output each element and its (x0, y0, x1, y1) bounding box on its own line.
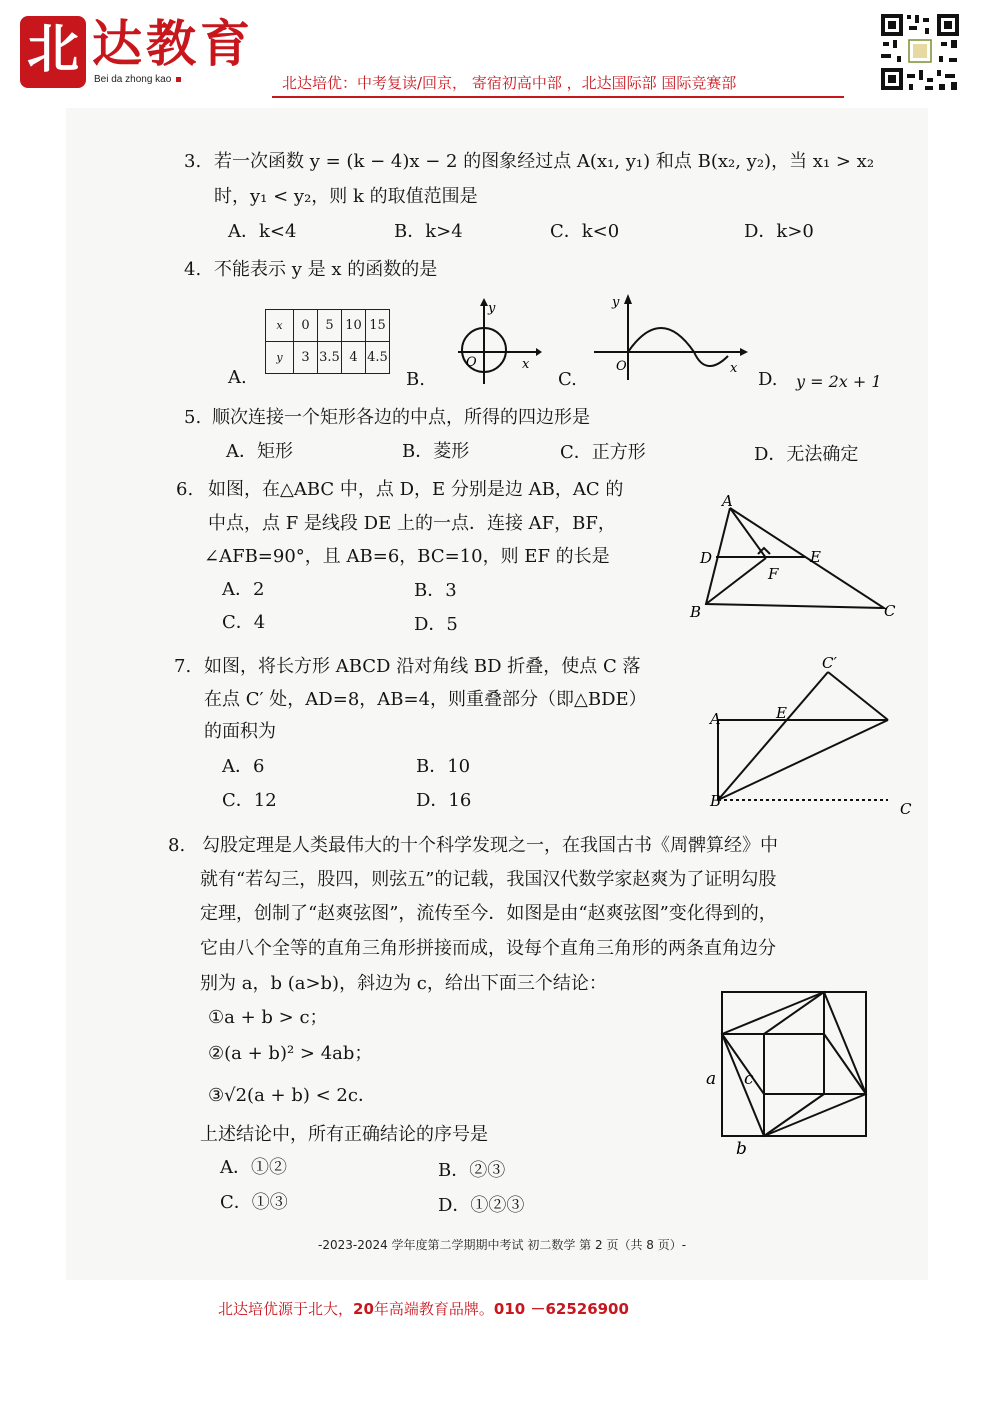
ad-text-2: 年高端教育品牌。 (373, 1300, 494, 1318)
q8-conclusion-2: ②(a + b)² > 4ab； (208, 1043, 373, 1064)
table-cell: 10 (342, 310, 366, 342)
q4-label-c: C. (558, 369, 577, 390)
q8-label-c: c (744, 1069, 754, 1089)
q8-option-b: B．②③ (438, 1160, 506, 1181)
q8-line3: 定理，创制了“赵爽弦图”，流传至今．如图是由“赵爽弦图”变化得到的， (200, 903, 777, 924)
q3-option-d: D．k>0 (744, 221, 814, 242)
page-footer: -2023-2024 学年度第二学期期中考试 初二数学 第 2 页（共 8 页）- (318, 1238, 687, 1252)
q3-number: 3. (184, 151, 202, 172)
q6-line2: 中点，点 F 是线段 DE 上的一点．连接 AF，BF， (208, 513, 616, 534)
q4-option-d-formula: y = 2x + 1 (796, 372, 882, 391)
q7-number: 7. (174, 656, 192, 677)
q4b-y-label: y (488, 301, 496, 316)
q4b-origin-label: O (466, 355, 477, 370)
q8-number: 8. (168, 835, 186, 856)
q4-label-b: B. (406, 369, 425, 390)
q4-table-row-y (266, 342, 390, 374)
q7-option-b: B．10 (416, 756, 471, 777)
qr-code-icon (879, 12, 961, 92)
q6-label-a: A (722, 492, 733, 510)
brand-name: 达教育 (92, 14, 254, 73)
q8-ask: 上述结论中，所有正确结论的序号是 (200, 1124, 488, 1145)
table-cell: x (266, 310, 294, 342)
q6-line1: 如图，在△ABC 中，点 D，E 分别是边 AB，AC 的 (208, 479, 624, 500)
q4-wave-figure (590, 290, 750, 382)
q7-label-c-prime: C′ (822, 654, 837, 672)
q8-line2: 就有“若勾三，股四，则弦五”的记载，我国汉代数学家赵爽为了证明勾股 (200, 869, 777, 890)
logo-char: 北 (26, 19, 79, 80)
q8-line4: 它由八个全等的直角三角形拼接而成，设每个直角三角形的两条直角边分 (200, 938, 776, 959)
q6-option-c: C．4 (222, 612, 266, 633)
q3-option-b: B．k>4 (394, 221, 463, 242)
q6-triangle-figure (686, 490, 898, 626)
table-cell: 3 (294, 342, 318, 374)
table-cell: 4.5 (366, 342, 390, 374)
brand-dot (176, 77, 181, 82)
table-cell: y (266, 342, 294, 374)
q4-number: 4. (184, 259, 202, 280)
q6-label-d: D (700, 549, 713, 567)
q5-option-c: C．正方形 (560, 442, 646, 463)
q8-label-a: a (706, 1069, 717, 1089)
q6-option-a: A．2 (222, 579, 265, 600)
q3-line2: 时，y₁ < y₂，则 k 的取值范围是 (214, 186, 478, 207)
q7-line1: 如图，将长方形 ABCD 沿对角线 BD 折叠，使点 C 落 (204, 656, 641, 677)
q8-line1: 勾股定理是人类最伟大的十个科学发现之一，在我国古书《周髀算经》中 (202, 835, 778, 856)
q7-option-a: A．6 (222, 756, 265, 777)
ad-bold-1: 20 (353, 1300, 374, 1318)
q5-stem: 顺次连接一个矩形各边的中点，所得的四边形是 (212, 407, 590, 428)
q7-label-a: A (710, 710, 721, 728)
q3-line1: 若一次函数 y = (k − 4)x − 2 的图象经过点 A(x₁, y₁) 和点 B(x₂, y₂)，当 x₁ > x₂ (214, 151, 875, 172)
q6-label-b: B (690, 603, 702, 621)
q6-line3: ∠AFB=90°，且 AB=6，BC=10，则 EF 的长是 (204, 546, 610, 567)
header-rule (272, 96, 844, 98)
q7-label-b: B (710, 792, 722, 810)
q6-label-f: F (768, 565, 779, 583)
q6-option-d: D．5 (414, 614, 458, 635)
q6-label-e: E (810, 548, 821, 566)
q4-table-row-x (266, 310, 390, 342)
brand-logo (20, 16, 86, 88)
q7-line3: 的面积为 (204, 721, 276, 742)
q4-label-d: D. (758, 369, 778, 390)
q6-label-c: C (884, 602, 896, 620)
q4-stem: 不能表示 y 是 x 的函数的是 (214, 259, 438, 280)
q5-option-a: A．矩形 (226, 441, 293, 462)
q8-option-d: D．①②③ (438, 1195, 525, 1216)
ad-text-1: 北达培优源于北大， (218, 1300, 354, 1318)
ad-footer (218, 1298, 629, 1319)
q5-option-b: B．菱形 (402, 441, 470, 462)
table-cell: 15 (366, 310, 390, 342)
header-tagline: 北达培优：中考复读/回京， 寄宿初高中部 ，北达国际部 国际竞赛部 (282, 74, 737, 92)
q4-table (265, 309, 390, 374)
q8-option-c: C．①③ (220, 1192, 288, 1213)
q7-fold-figure (704, 652, 920, 822)
q8-option-a: A．①② (220, 1157, 287, 1178)
q4-label-a: A. (228, 367, 247, 388)
q4c-origin-label: O (616, 359, 627, 374)
brand-pinyin (94, 74, 181, 85)
q8-conclusion-3: ③√2(a + b) < 2c． (208, 1085, 376, 1106)
q8-conclusion-1: ①a + b > c； (208, 1007, 328, 1028)
table-cell: 5 (318, 310, 342, 342)
brand-pinyin-text: Bei da zhong kao (94, 74, 172, 85)
q4b-x-label: x (522, 357, 530, 372)
q5-option-d: D．无法确定 (754, 444, 859, 465)
q5-number: 5. (184, 407, 202, 428)
table-cell: 0 (294, 310, 318, 342)
q7-line2: 在点 C′ 处，AD=8，AB=4，则重叠部分（即△BDE） (204, 689, 647, 710)
q7-label-c: C (900, 800, 912, 818)
q3-option-a: A．k<4 (228, 221, 297, 242)
q4c-y-label: y (612, 295, 620, 310)
q6-number: 6. (176, 479, 194, 500)
q8-label-b: b (736, 1139, 747, 1158)
q4c-x-label: x (730, 361, 738, 376)
q6-option-b: B．3 (414, 580, 457, 601)
q7-option-d: D．16 (416, 790, 472, 811)
table-cell: 4 (342, 342, 366, 374)
q8-line5: 别为 a，b (a>b)，斜边为 c，给出下面三个结论： (200, 973, 607, 994)
q8-zhao-shuang-figure (702, 988, 874, 1158)
q7-option-c: C．12 (222, 790, 277, 811)
q3-option-c: C．k<0 (550, 221, 620, 242)
q4-circle-figure (452, 296, 542, 386)
ad-phone: 010 －62526900 (493, 1300, 629, 1318)
q7-label-e: E (776, 704, 787, 722)
table-cell: 3.5 (318, 342, 342, 374)
